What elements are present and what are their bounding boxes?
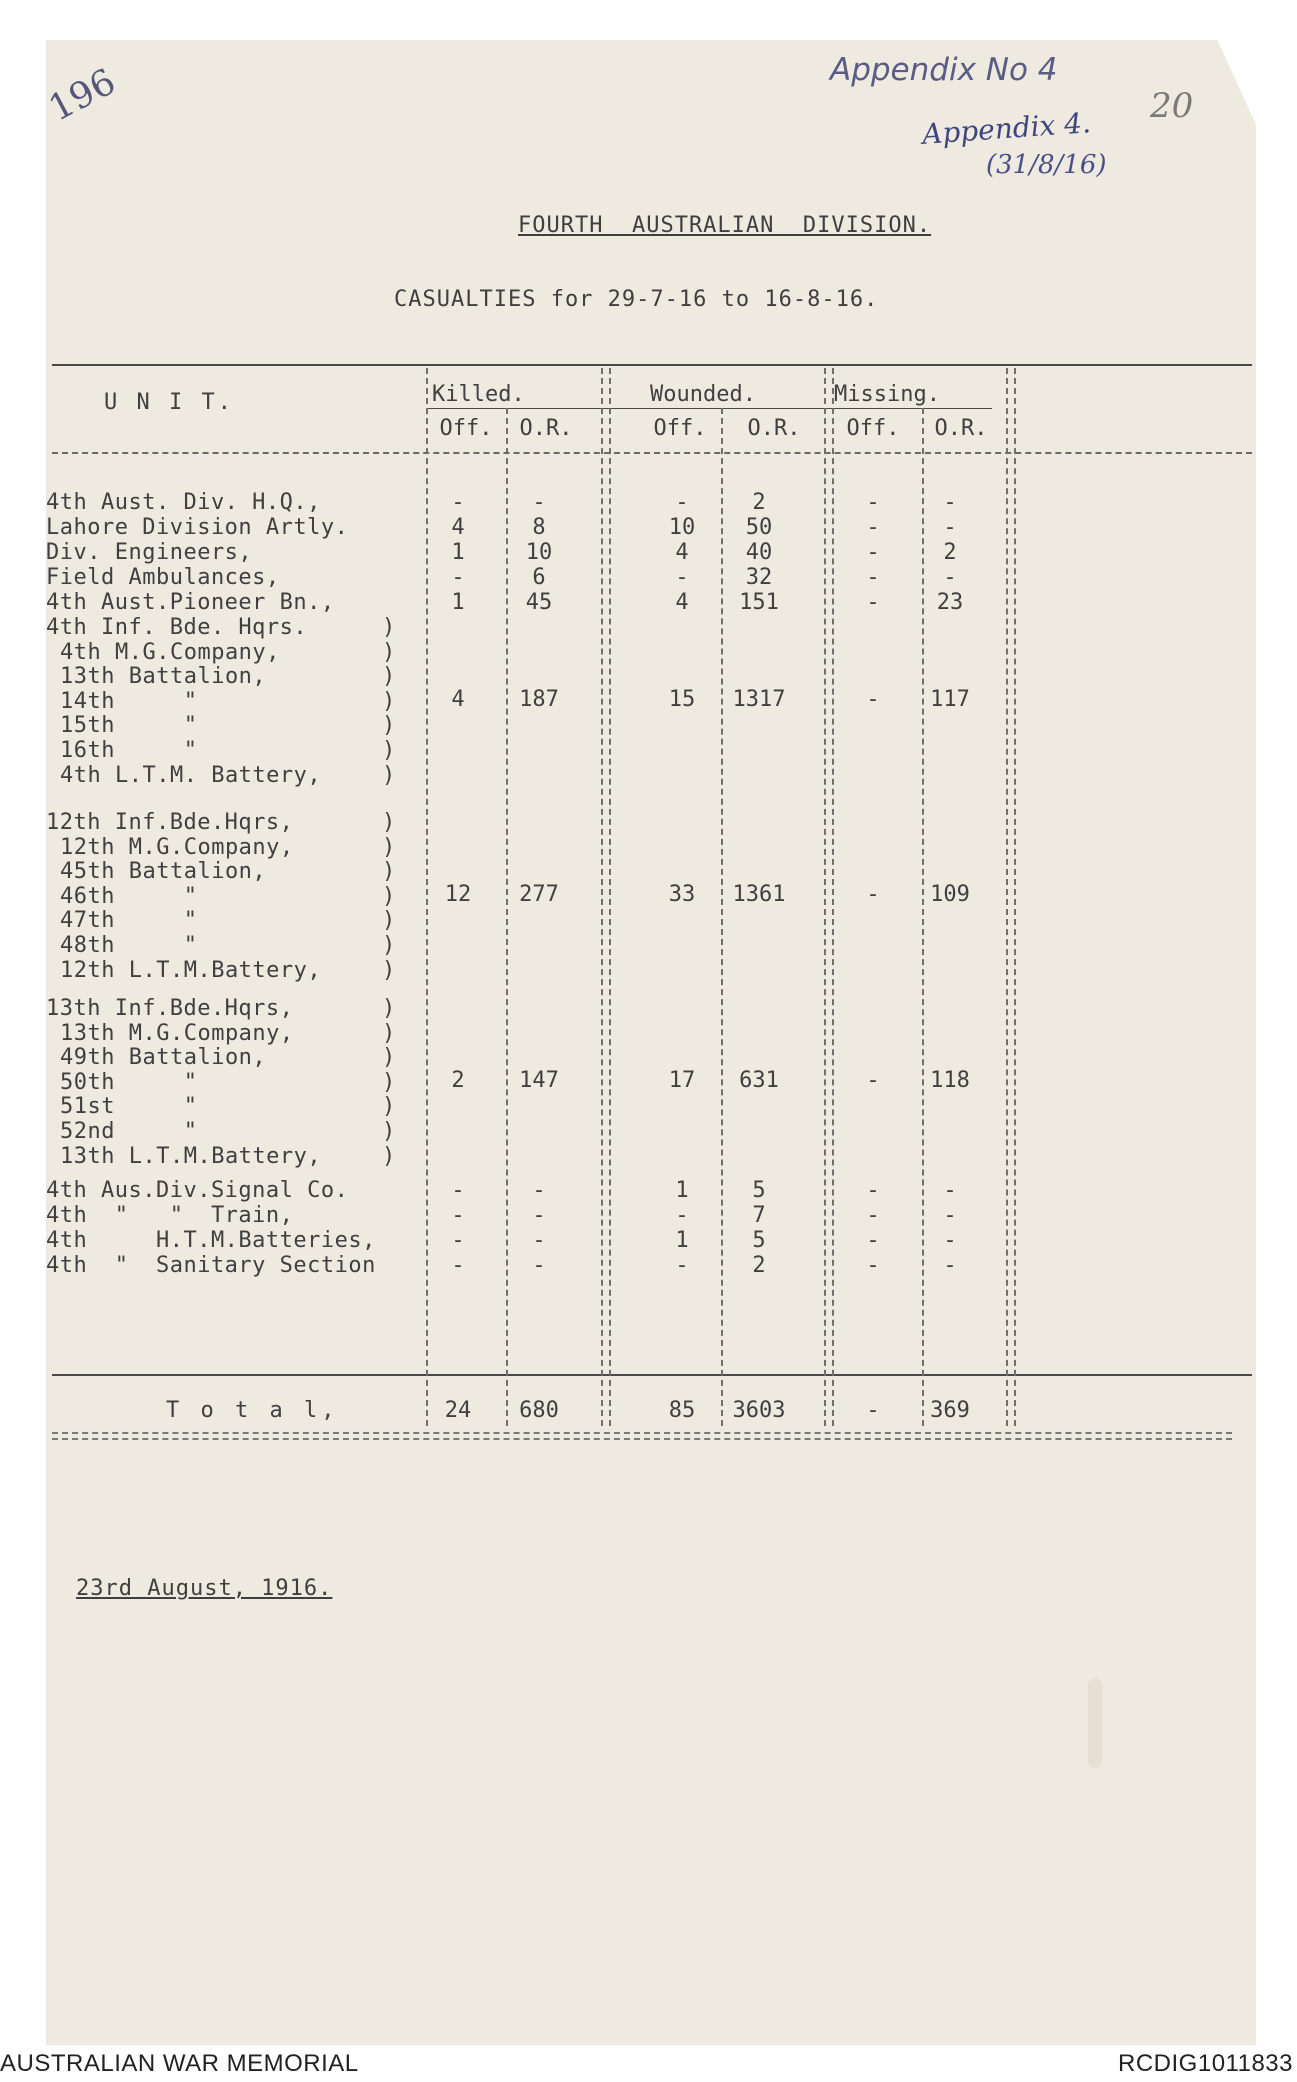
unit-name: 4th " " Train,	[46, 1203, 294, 1228]
cell-w-off: 33	[668, 881, 696, 907]
cell-k-or: -	[532, 490, 546, 515]
cell-w-or: 151	[739, 590, 779, 615]
total-label: T o t a l,	[166, 1398, 339, 1423]
appendix-stamp: Appendix No 4	[830, 52, 1058, 88]
cell-w-off: 10	[668, 515, 696, 540]
cell-m-or: -	[943, 1203, 957, 1228]
document-title: FOURTH AUSTRALIAN DIVISION.	[518, 213, 932, 238]
cell-k-off: 4	[451, 515, 465, 540]
total-bottom-rule-1	[52, 1432, 1232, 1434]
cell-w-or: 2	[752, 1253, 766, 1278]
group-brace: )	[382, 664, 396, 690]
cell-k-off: 12	[444, 881, 472, 907]
unit-name: 4th H.T.M.Batteries,	[46, 1228, 376, 1253]
group-brace: )	[382, 615, 396, 640]
killed-header: Killed.	[432, 382, 525, 407]
cell-k-or: 45	[525, 590, 553, 615]
cell-k-or: 8	[532, 515, 546, 540]
cell-k-or: -	[532, 1203, 546, 1228]
cell-m-off: -	[866, 515, 880, 540]
unit-name: 49th Battalion,	[60, 1045, 267, 1071]
cell-w-off: 15	[668, 686, 696, 712]
cell-w-off: 4	[675, 590, 689, 615]
cell-m-or: -	[943, 1228, 957, 1253]
group-brace: )	[382, 1020, 396, 1046]
group-brace: )	[382, 1069, 396, 1095]
killed-underline	[428, 408, 992, 409]
cell-m-off: -	[866, 1067, 880, 1093]
cell-m-or: -	[943, 1178, 957, 1203]
total-killed-off: 24	[444, 1398, 472, 1423]
cell-k-off: 1	[451, 540, 465, 565]
cell-w-or: 1317	[732, 686, 786, 712]
group-brace: )	[382, 1119, 396, 1144]
unit-name: 13th Battalion,	[60, 664, 267, 690]
unit-name: 12th Inf.Bde.Hqrs,	[46, 810, 294, 835]
unit-name: 13th L.T.M.Battery,	[60, 1143, 322, 1169]
group-brace: )	[382, 738, 396, 763]
wounded-or-header: O.R.	[747, 416, 801, 441]
group-brace: )	[382, 859, 396, 885]
cell-w-off: 1	[675, 1178, 689, 1203]
cell-m-or: -	[943, 1253, 957, 1278]
cell-w-or: 2	[752, 490, 766, 515]
cell-m-off: -	[866, 590, 880, 615]
unit-name: Lahore Division Artly.	[46, 515, 349, 540]
group-brace: )	[382, 834, 396, 860]
group-brace: )	[382, 996, 396, 1021]
cell-m-off: -	[866, 565, 880, 590]
cell-k-or: 6	[532, 565, 546, 590]
cell-k-or: 10	[525, 540, 553, 565]
missing-off-header: Off.	[846, 416, 900, 441]
cell-m-off: -	[866, 1178, 880, 1203]
cell-k-or: 277	[519, 881, 559, 907]
cell-w-or: 631	[739, 1067, 779, 1093]
cell-k-or: -	[532, 1253, 546, 1278]
unit-name: 14th "	[60, 688, 198, 714]
handwritten-appendix: Appendix 4.	[921, 106, 1092, 151]
unit-name: 13th M.G.Company,	[60, 1020, 294, 1046]
missing-or-header: O.R.	[934, 416, 988, 441]
group-brace: )	[382, 762, 396, 788]
unit-header: U N I T.	[104, 390, 234, 415]
paper-stain	[1088, 1678, 1102, 1768]
total-missing-off: -	[866, 1398, 880, 1423]
group-brace: )	[382, 908, 396, 934]
cell-w-off: -	[675, 1203, 689, 1228]
cell-k-off: -	[451, 1228, 465, 1253]
unit-name: Field Ambulances,	[46, 565, 280, 590]
group-brace: )	[382, 688, 396, 714]
table-top-rule	[52, 364, 1252, 366]
unit-name: 13th Inf.Bde.Hqrs,	[46, 996, 294, 1021]
cell-k-off: -	[451, 565, 465, 590]
total-wounded-off: 85	[668, 1398, 696, 1423]
wounded-off-header: Off.	[653, 416, 707, 441]
col-divider-end	[1006, 368, 1016, 1426]
group-brace: )	[382, 1143, 396, 1169]
cell-k-or: -	[532, 1178, 546, 1203]
group-brace: )	[382, 639, 396, 665]
missing-header: Missing.	[834, 382, 940, 407]
cell-k-off: 1	[451, 590, 465, 615]
total-wounded-or: 3603	[732, 1398, 786, 1423]
unit-name: 4th Aus.Div.Signal Co.	[46, 1178, 349, 1203]
cell-m-off: -	[866, 1203, 880, 1228]
group-brace: )	[382, 957, 396, 983]
cell-m-or: 117	[930, 686, 970, 712]
cell-m-off: -	[866, 1253, 880, 1278]
col-divider-missing	[824, 368, 834, 1426]
cell-k-or: 187	[519, 686, 559, 712]
group-brace: )	[382, 1094, 396, 1120]
group-brace: )	[382, 713, 396, 739]
unit-name: 52nd "	[60, 1119, 198, 1144]
cell-w-or: 5	[752, 1228, 766, 1253]
cell-m-or: -	[943, 515, 957, 540]
total-bottom-rule-2	[52, 1438, 1232, 1440]
pencil-number: 20	[1150, 86, 1194, 126]
unit-name: 16th "	[60, 738, 198, 763]
unit-name: 46th "	[60, 883, 198, 909]
cell-w-or: 40	[745, 540, 773, 565]
wounded-header: Wounded.	[650, 382, 756, 407]
killed-or-header: O.R.	[519, 416, 573, 441]
handwritten-date: (31/8/16)	[986, 150, 1107, 180]
cell-m-off: -	[866, 540, 880, 565]
unit-name: Div. Engineers,	[46, 540, 253, 565]
killed-off-header: Off.	[439, 416, 493, 441]
unit-name: 51st "	[60, 1094, 198, 1120]
signature-date: 23rd August, 1916.	[76, 1576, 333, 1601]
cell-w-or: 7	[752, 1203, 766, 1228]
cell-w-off: -	[675, 1253, 689, 1278]
cell-m-off: -	[866, 490, 880, 515]
cell-w-off: 1	[675, 1228, 689, 1253]
unit-name: 45th Battalion,	[60, 859, 267, 885]
footer-archive-name: AUSTRALIAN WAR MEMORIAL	[0, 2050, 359, 2077]
cell-w-or: 50	[745, 515, 773, 540]
cell-m-or: 118	[930, 1067, 970, 1093]
cell-k-or: 147	[519, 1067, 559, 1093]
total-missing-or: 369	[930, 1398, 970, 1423]
unit-name: 4th Inf. Bde. Hqrs.	[46, 615, 308, 640]
group-brace: )	[382, 1045, 396, 1071]
col-divider-wounded-or	[721, 408, 723, 1426]
cell-m-or: 109	[930, 881, 970, 907]
group-brace: )	[382, 810, 396, 835]
unit-name: 12th M.G.Company,	[60, 834, 294, 860]
cell-m-or: -	[943, 490, 957, 515]
group-brace: )	[382, 933, 396, 958]
cell-w-off: 4	[675, 540, 689, 565]
cell-m-off: -	[866, 686, 880, 712]
unit-name: 4th M.G.Company,	[60, 639, 280, 665]
header-rule	[52, 452, 1252, 454]
cell-k-off: -	[451, 490, 465, 515]
cell-m-or: -	[943, 565, 957, 590]
cell-k-off: 4	[451, 686, 465, 712]
unit-name: 47th "	[60, 908, 198, 934]
unit-name: 4th Aust.Pioneer Bn.,	[46, 590, 335, 615]
unit-name: 50th "	[60, 1069, 198, 1095]
cell-k-off: -	[451, 1178, 465, 1203]
folio-number: 196	[42, 61, 123, 130]
footer-record-id: RCDIG1011833	[1118, 2050, 1293, 2077]
unit-name: 4th " Sanitary Section	[46, 1253, 376, 1278]
unit-name: 4th L.T.M. Battery,	[60, 762, 322, 788]
unit-name: 15th "	[60, 713, 198, 739]
cell-w-or: 1361	[732, 881, 786, 907]
unit-name: 48th "	[60, 933, 198, 958]
cell-w-off: -	[675, 565, 689, 590]
cell-m-or: 23	[936, 590, 964, 615]
cell-w-or: 32	[745, 565, 773, 590]
document-subtitle: CASUALTIES for 29-7-16 to 16-8-16.	[394, 287, 879, 312]
cell-k-off: 2	[451, 1067, 465, 1093]
col-divider-wounded	[601, 368, 611, 1426]
cell-w-or: 5	[752, 1178, 766, 1203]
cell-w-off: -	[675, 490, 689, 515]
cell-m-off: -	[866, 881, 880, 907]
cell-k-off: -	[451, 1203, 465, 1228]
total-top-rule	[52, 1374, 1252, 1376]
unit-name: 4th Aust. Div. H.Q.,	[46, 490, 321, 515]
cell-w-off: 17	[668, 1067, 696, 1093]
unit-name: 12th L.T.M.Battery,	[60, 957, 322, 983]
group-brace: )	[382, 883, 396, 909]
cell-k-off: -	[451, 1253, 465, 1278]
total-killed-or: 680	[519, 1398, 559, 1423]
cell-k-or: -	[532, 1228, 546, 1253]
cell-m-or: 2	[943, 540, 957, 565]
cell-m-off: -	[866, 1228, 880, 1253]
